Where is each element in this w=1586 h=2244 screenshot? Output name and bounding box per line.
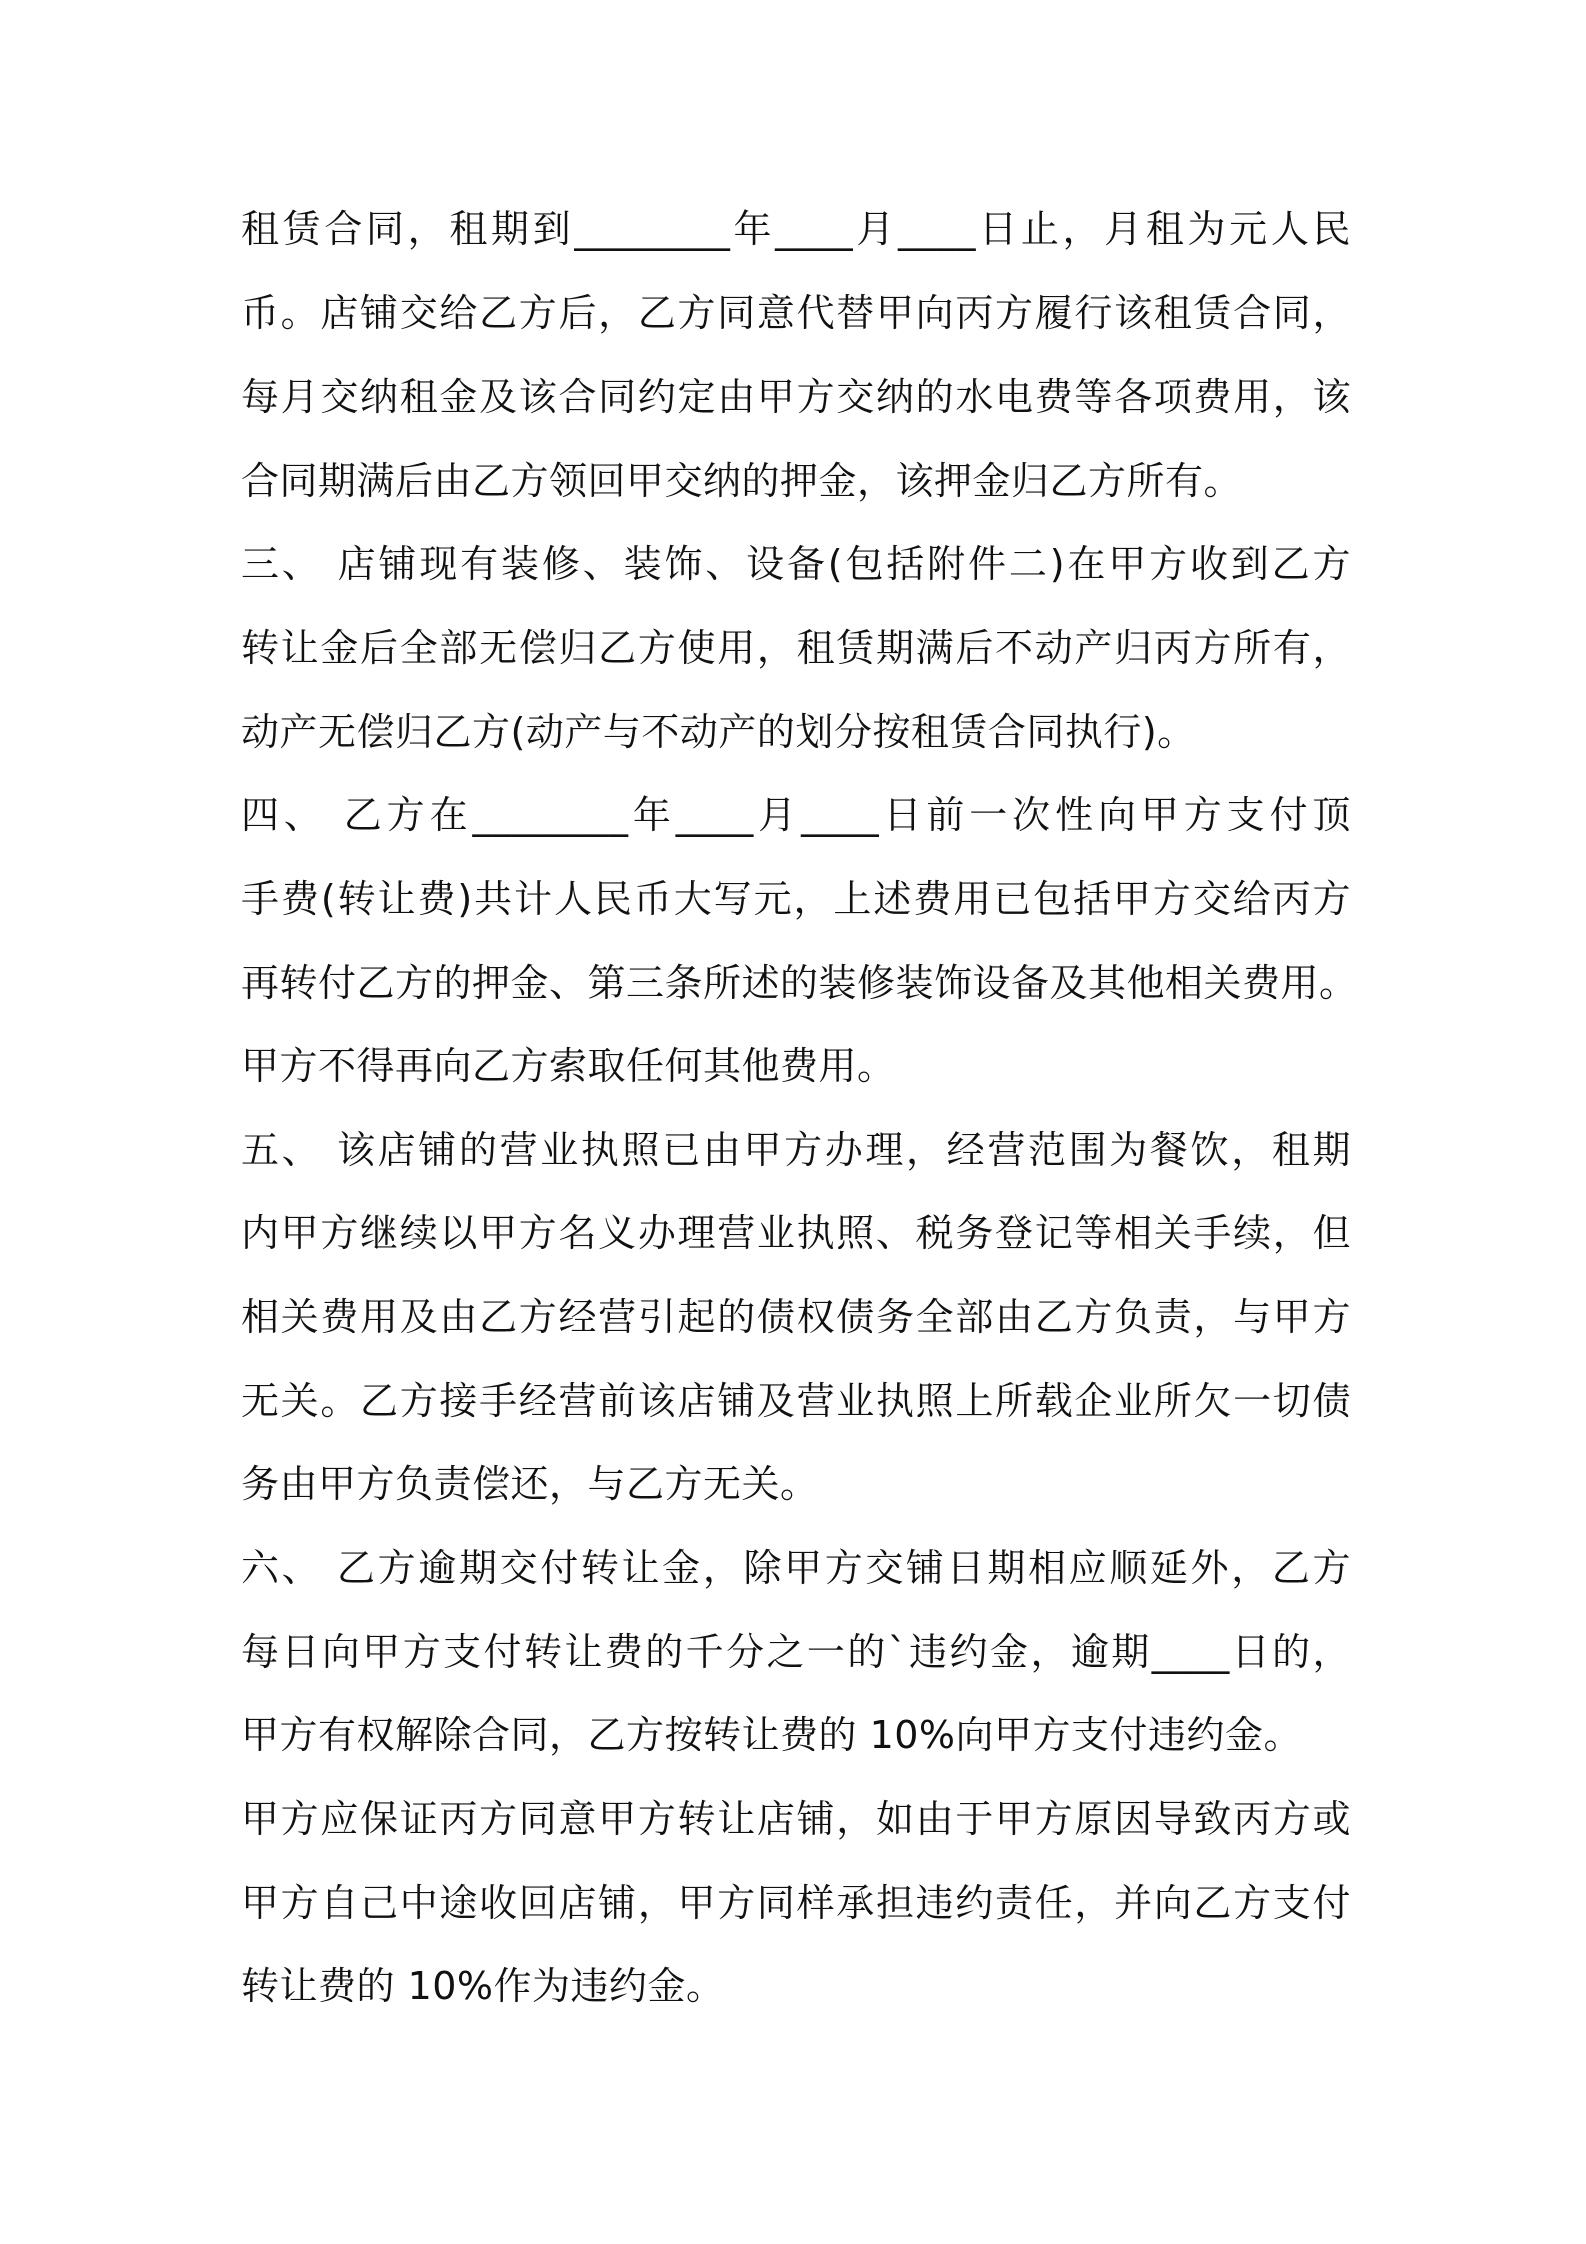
- text-line: 无关。乙方接手经营前该店铺及营业执照上所载企业所欠一切债: [241, 1379, 1351, 1423]
- text-line: 再转付乙方的押金、第三条所述的装修装饰设备及其他相关费用。: [241, 961, 1358, 1005]
- text-line: 五、 该店铺的营业执照已由甲方办理，经营范围为餐饮，租期: [241, 1128, 1351, 1172]
- text-line: 四、 乙方在________年____月____日前一次性向甲方支付顶: [241, 793, 1351, 837]
- text-line: 租赁合同，租期到________年____月____日止，月租为元人民: [241, 207, 1351, 251]
- text-line: 转让费的 10%作为违约金。: [241, 1964, 725, 2008]
- text-line: 动产无偿归乙方(动产与不动产的划分按租赁合同执行)。: [241, 710, 1196, 754]
- text-line: 手费(转让费)共计人民币大写元，上述费用已包括甲方交给丙方: [241, 877, 1351, 921]
- text-line: 相关费用及由乙方经营引起的债权债务全部由乙方负责，与甲方: [241, 1295, 1351, 1339]
- text-line: 甲方不得再向乙方索取任何其他费用。: [241, 1044, 896, 1088]
- text-line: 甲方应保证丙方同意甲方转让店铺，如由于甲方原因导致丙方或: [241, 1797, 1351, 1841]
- text-line: 甲方自己中途收回店铺，甲方同样承担违约责任，并向乙方支付: [241, 1881, 1351, 1925]
- text-line: 内甲方继续以甲方名义办理营业执照、税务登记等相关手续，但: [241, 1211, 1351, 1255]
- text-line: 务由甲方负责偿还，与乙方无关。: [241, 1462, 819, 1506]
- text-line: 币。店铺交给乙方后，乙方同意代替甲向丙方履行该租赁合同，: [241, 291, 1351, 335]
- text-line: 三、 店铺现有装修、装饰、设备(包括附件二)在甲方收到乙方: [241, 542, 1351, 586]
- text-line: 六、 乙方逾期交付转让金，除甲方交铺日期相应顺延外，乙方: [241, 1546, 1351, 1590]
- text-line: 合同期满后由乙方领回甲交纳的押金，该押金归乙方所有。: [241, 459, 1243, 503]
- text-line: 甲方有权解除合同，乙方按转让费的 10%向甲方支付违约金。: [241, 1713, 1303, 1757]
- text-line: 转让金后全部无偿归乙方使用，租赁期满后不动产归丙方所有，: [241, 626, 1351, 670]
- text-line: 每日向甲方支付转让费的千分之一的`违约金，逾期____日的，: [241, 1630, 1351, 1674]
- text-line: 每月交纳租金及该合同约定由甲方交纳的水电费等各项费用，该: [241, 375, 1351, 419]
